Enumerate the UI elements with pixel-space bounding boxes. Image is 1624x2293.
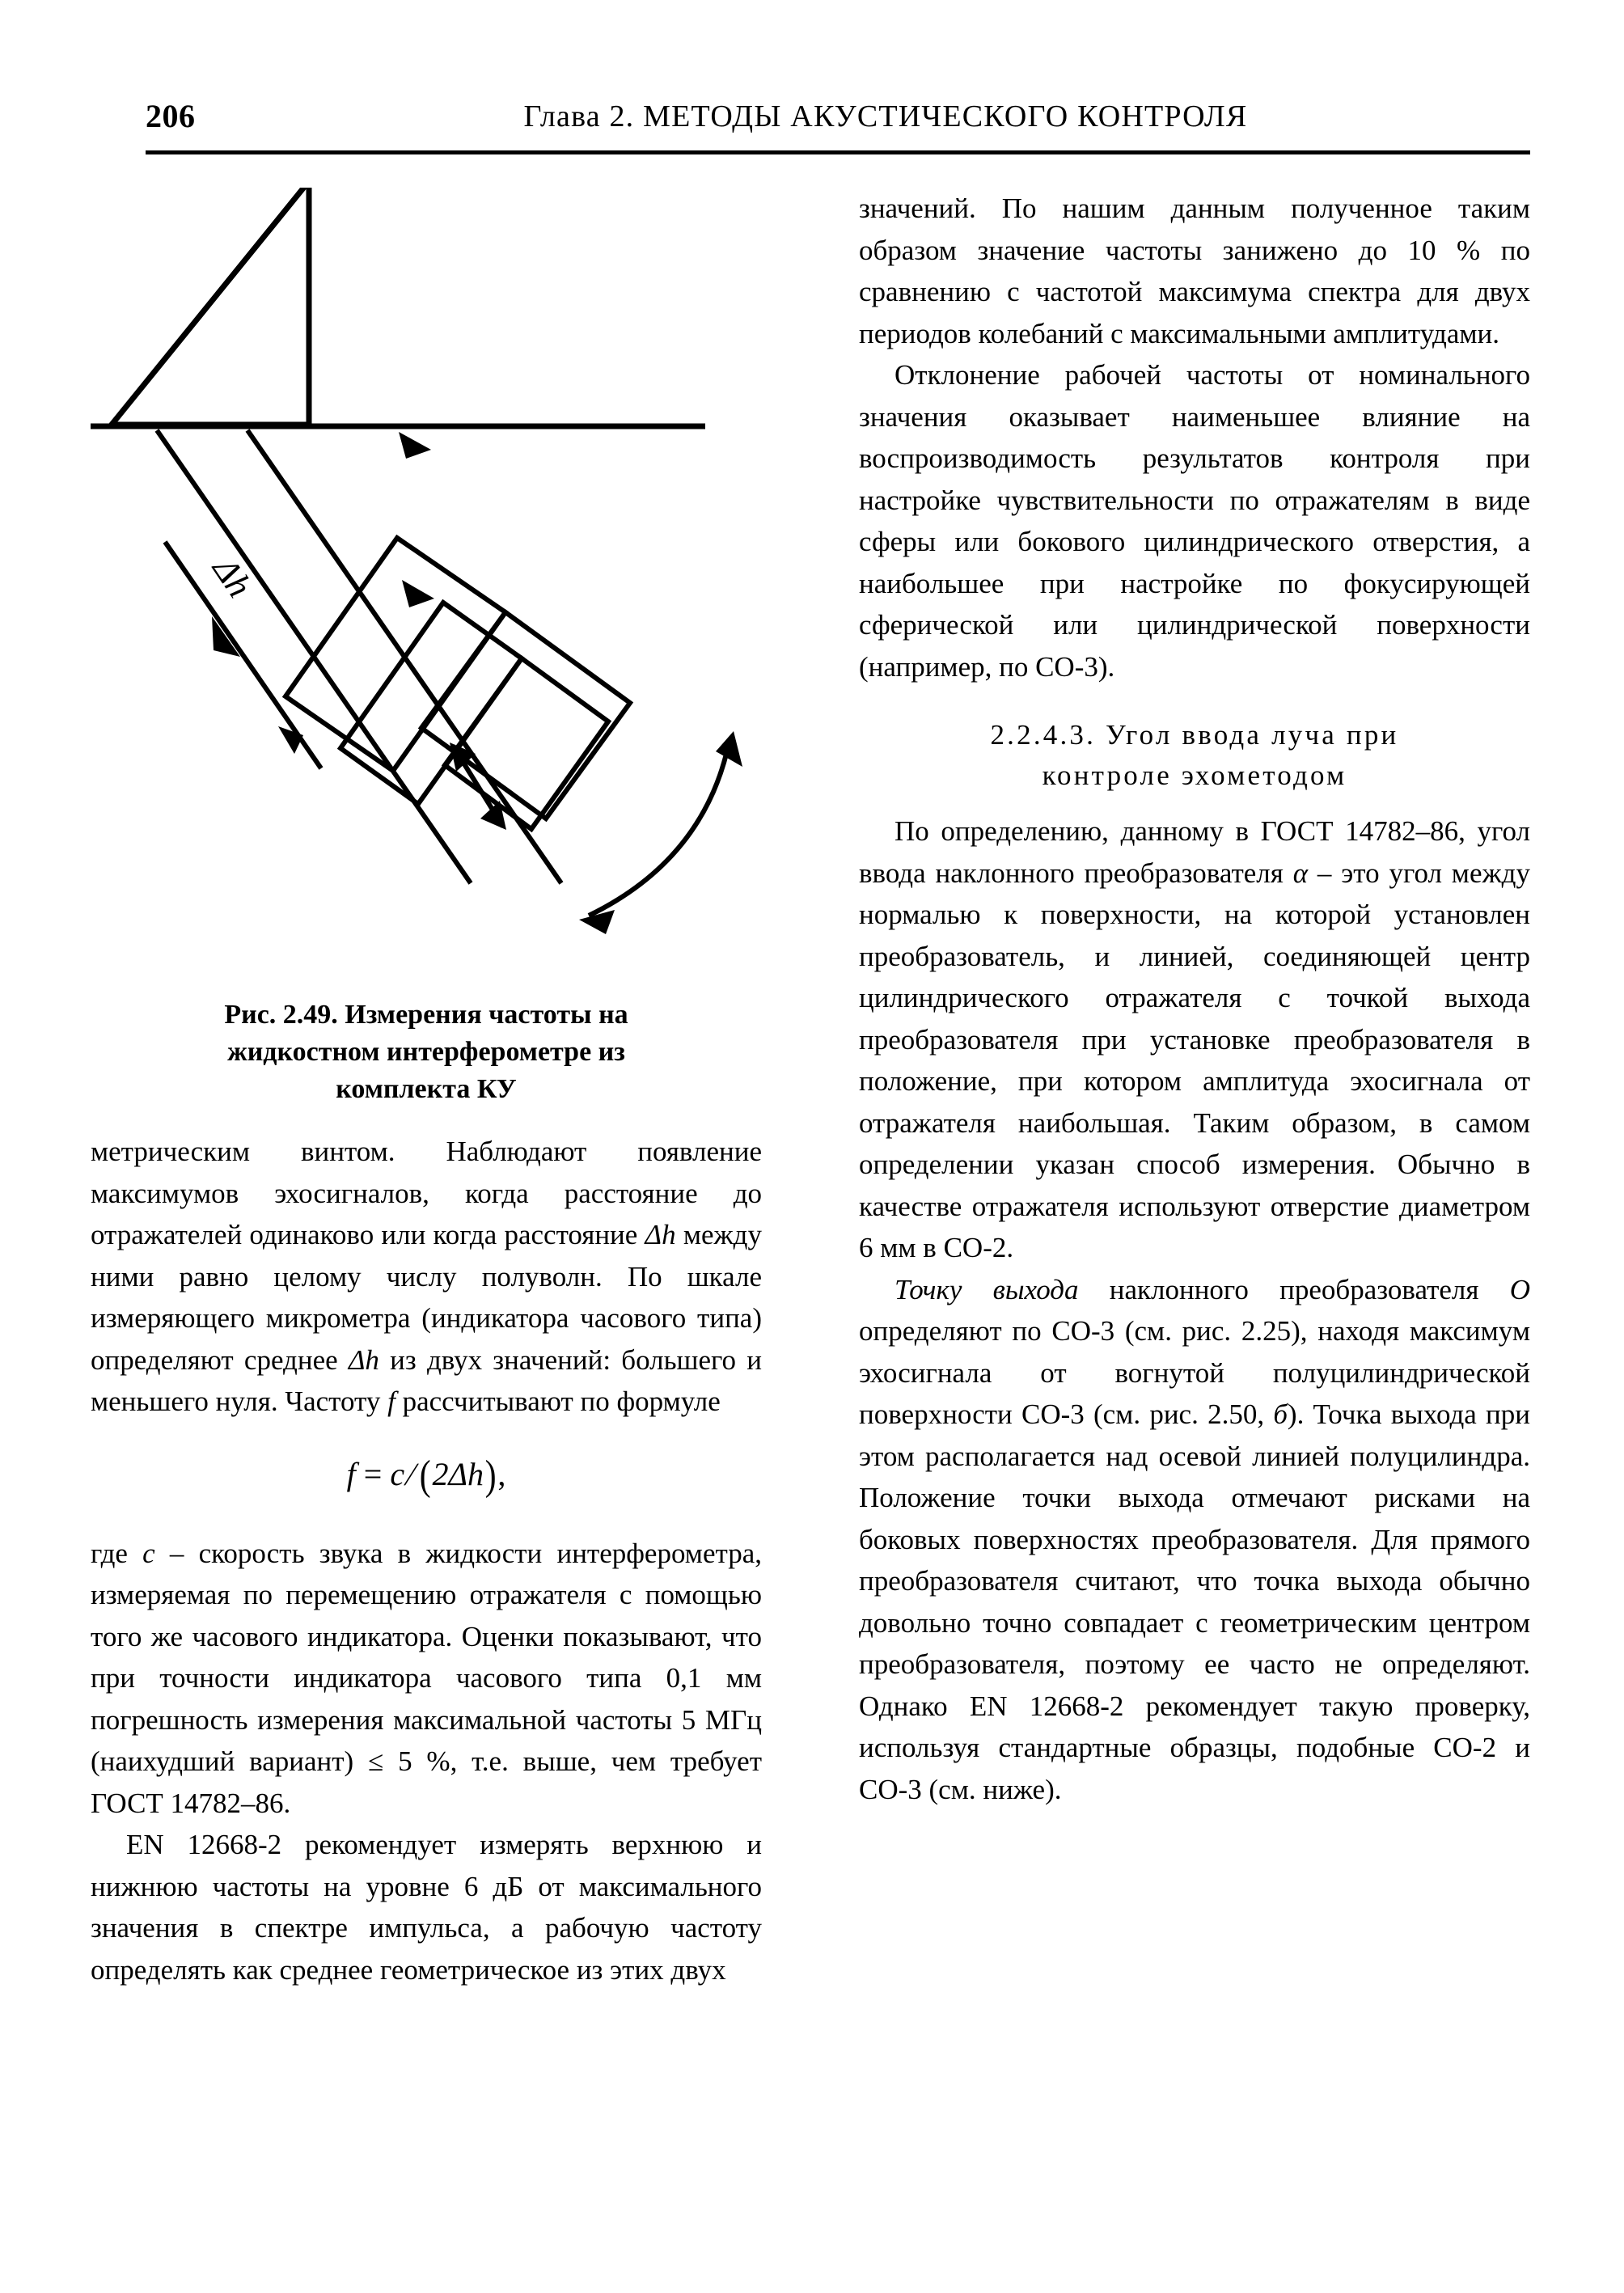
- right-paragraph-1: значений. По нашим данным полученное таким образом значение частоты занижено до 10 % по сравнению с частотой максимума спектра для двух периодов колебаний с максимальными амплитудами.: [859, 192, 1530, 349]
- rp4-exit-point-term: Точку выхода: [894, 1273, 1079, 1305]
- figure-caption-line-3: комплекта КУ: [336, 1074, 517, 1104]
- figure-2-49: [91, 188, 762, 1104]
- left-paragraph-1: [91, 1131, 762, 1423]
- left-paragraph-2: [91, 1533, 762, 1825]
- prism-triangle: [112, 188, 309, 425]
- formula-numerator: c: [390, 1455, 405, 1492]
- right-paragraph-2: Отклонение рабочей частоты от номинального значения оказывает наименьшее влияние на воспроизводимость результатов контроля при настройке чувствительности по отражателям в виде сферы или бокового цилиндрического отверстия, а наибольшее при настройке по фокусирующей сферической или цилиндрической поверхности (например, по СО-3).: [859, 359, 1530, 683]
- left-paragraph-3: EN 12668-2 рекомендует измерять верхнюю и нижнюю частоты на уровне 6 дБ от максимального значения в спектре импульса, а рабочую частоту определять как среднее геометрическое из этих двух: [91, 1829, 762, 1986]
- beam-arrow-1: [399, 432, 431, 459]
- beam-arrow-2: [402, 580, 434, 607]
- rp4-O-symbol: O: [1509, 1273, 1531, 1305]
- lp1-a: метрическим винтом. Наблюдают появление максимумов эхосигналов, когда расстояние до отражателей одинаково или когда расстояние: [91, 1136, 762, 1250]
- rp4-c: ). Точка выхода при этом располагается над осевой линией полуцилиндра. Положение точки выхода отмечают рисками на боковых поверхностях преобразователя. Для прямого преобразователя считают, что точка выхода обычно довольно точно совпадает с геометрическим центром преобразователя, поэтому ее часто не определяют. Однако EN 12668-2 рекомендует такую проверку, используя стандартные образцы, подобные СО-2 и СО-3 (см. ниже).: [859, 1398, 1530, 1805]
- formula-comma: ,: [497, 1455, 506, 1492]
- lp1-delta-h-2: Δh: [348, 1343, 379, 1376]
- formula-equals: =: [363, 1455, 383, 1492]
- figure-drawing: [91, 188, 762, 980]
- figure-caption-line-1: Рис. 2.49. Измерения частоты на: [224, 1000, 628, 1030]
- left-column: [91, 188, 762, 1991]
- formula-paren-open: (: [419, 1452, 431, 1499]
- rp4-a: наклонного преобразователя: [1078, 1273, 1510, 1305]
- delta-h-arrow-up: [278, 726, 303, 754]
- lp1-f-symbol: f: [387, 1386, 395, 1417]
- rp4-b: определяют по СО-3 (см. рис. 2.25), находя максимум эхосигнала от вогнутой полуцилиндрической поверхности СО-3 (см. рис. 2.50,: [859, 1315, 1530, 1430]
- rp3-b: – это угол между нормалью к поверхности, на которой установлен преобразователь, и линией, соединяющей центр цилиндрического отражателя с точкой выхода преобразователя при установке преобразователя в положение, при котором амплитуда эхосигнала от отражателя наибольшая. Таким образом, в самом определении указан способ измерения. Обычно в качестве отражателя используют отверстие диаметром 6 мм в СО-2.: [859, 857, 1530, 1263]
- lp1-c: из двух значений: большего и меньшего нуля. Частоту: [91, 1343, 762, 1417]
- rp3-alpha-symbol: α: [1292, 857, 1309, 889]
- delta-h-label: Δh: [205, 550, 260, 605]
- chapter-title: Глава 2. МЕТОДЫ АКУСТИЧЕСКОГО КОНТРОЛЯ: [523, 99, 1248, 133]
- lp2-c-symbol: c: [142, 1537, 155, 1569]
- figure-caption-line-2: жидкостном интерферометре из: [227, 1037, 625, 1067]
- delta-h-arrow-down: [212, 616, 240, 657]
- figure-caption: [123, 996, 730, 1108]
- section-heading-2-2-4-3: [859, 715, 1530, 796]
- right-column: [859, 188, 1530, 1810]
- rp3-a: По определению, данному в ГОСТ 14782–86, угол ввода наклонного преобразователя: [859, 815, 1530, 889]
- lp2-b: – скорость звука в жидкости интерферометра, измеряемая по перемещению отражателя с помощью того же часового индикатора. Оценки показывают, что при точности индикатора часового типа 0,1 мм погрешность измерения максимальной частоты 5 МГц (наихудший вариант) ≤ 5 %, т.е. выше, чем требует ГОСТ 14782–86.: [91, 1537, 762, 1819]
- section-heading-line-2: контроле эхометодом: [1042, 759, 1347, 791]
- rp4-subfigure-letter: б: [1273, 1398, 1288, 1430]
- formula-lhs: f: [346, 1455, 356, 1492]
- running-head: [146, 95, 1529, 146]
- header-rule: [146, 150, 1530, 154]
- right-paragraph-4: [859, 1269, 1530, 1811]
- right-paragraph-3: [859, 810, 1530, 1269]
- rotation-arrow-head-top: [716, 731, 742, 767]
- interferometer-diagram: [91, 188, 762, 980]
- lp1-delta-h-1: Δh: [645, 1219, 676, 1250]
- formula-slash: /: [401, 1455, 421, 1492]
- formula-paren-close: ): [484, 1452, 497, 1499]
- formula-denominator: 2Δh: [432, 1455, 484, 1492]
- formula-frequency: [91, 1452, 762, 1499]
- lp1-d: рассчитывают по формуле: [395, 1386, 721, 1417]
- lp2-a: где: [91, 1537, 143, 1569]
- reflector-lower: [340, 603, 522, 804]
- rotation-arc: [589, 740, 730, 916]
- section-heading-line-1: 2.2.4.3. Угол ввода луча при: [990, 719, 1399, 751]
- lp1-b: между ними равно целому числу полуволн. По шкале измеряющего микрометра (индикатора часового типа) определяют среднее: [91, 1219, 762, 1376]
- page-number: 206: [146, 98, 196, 134]
